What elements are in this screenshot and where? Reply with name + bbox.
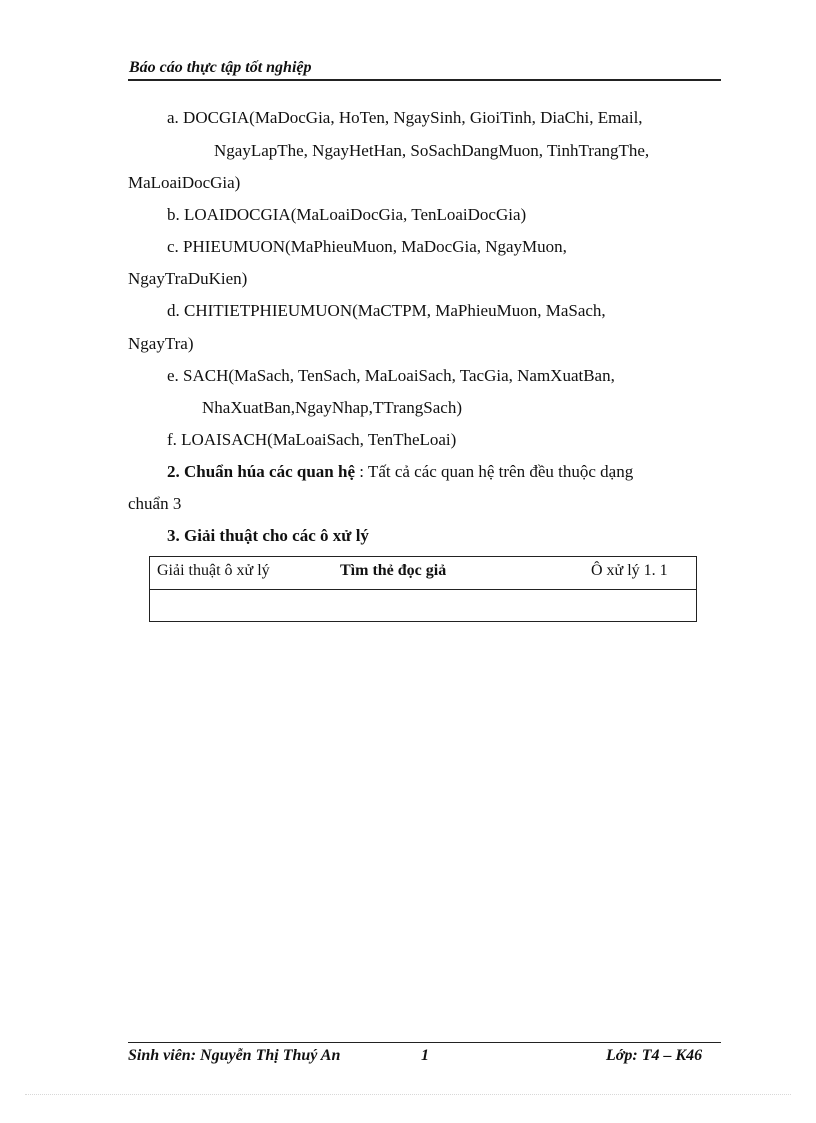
schema-line-phieumuon-end: NgayTraDuKien)	[128, 269, 248, 288]
page-header-title: Báo cáo thực tập tốt nghiệp	[129, 59, 312, 76]
section-3-heading: 3. Giải thuật cho các ô xử lý	[167, 526, 369, 545]
schema-line-docgia-end: MaLoaiDocGia)	[128, 173, 241, 192]
schema-line-loaisach: f. LOAISACH(MaLoaiSach, TenTheLoai)	[167, 430, 457, 449]
schema-line-chitietphieumuon: d. CHITIETPHIEUMUON(MaCTPM, MaPhieuMuon, MaSach,	[167, 301, 606, 320]
schema-line-loaidocgia: b. LOAIDOCGIA(MaLoaiDocGia, TenLoaiDocGia)	[167, 205, 527, 224]
footer-divider	[128, 1042, 721, 1043]
algorithm-label: Giải thuật ô xử lý	[157, 562, 270, 579]
schema-line-phieumuon: c. PHIEUMUON(MaPhieuMuon, MaDocGia, NgayMuon,	[167, 237, 567, 256]
schema-line-chitietphieumuon-end: NgayTra)	[128, 334, 194, 353]
section-2-heading: 2. Chuẩn húa các quan hệ	[167, 462, 356, 481]
schema-line-docgia-cont: NgayLapThe, NgayHetHan, SoSachDangMuon, TinhTrangThe,	[214, 141, 650, 160]
section-2-paragraph	[167, 462, 633, 482]
process-number: Ô xử lý 1. 1	[591, 562, 668, 579]
schema-line-sach: e. SACH(MaSach, TenSach, MaLoaiSach, TacGia, NamXuatBan,	[167, 366, 615, 385]
section-2-continuation: chuẩn 3	[128, 494, 182, 513]
footer-page-number: 1	[421, 1047, 429, 1064]
algorithm-table-header-row	[150, 557, 696, 590]
page-edge	[25, 1094, 791, 1095]
algorithm-table	[149, 556, 697, 622]
schema-line-docgia: a. DOCGIA(MaDocGia, HoTen, NgaySinh, GioiTinh, DiaChi, Email,	[167, 108, 643, 127]
algorithm-title: Tìm thẻ đọc giả	[340, 562, 447, 579]
section-2-text: : Tất cả các quan hệ trên đều thuộc dạng	[355, 462, 634, 481]
schema-line-sach-cont: NhaXuatBan,NgayNhap,TTrangSach)	[202, 398, 462, 417]
header-divider	[128, 79, 721, 81]
footer-student-name: Sinh viên: Nguyễn Thị Thuý An	[128, 1047, 341, 1064]
footer-class: Lớp: T4 – K46	[606, 1047, 703, 1064]
